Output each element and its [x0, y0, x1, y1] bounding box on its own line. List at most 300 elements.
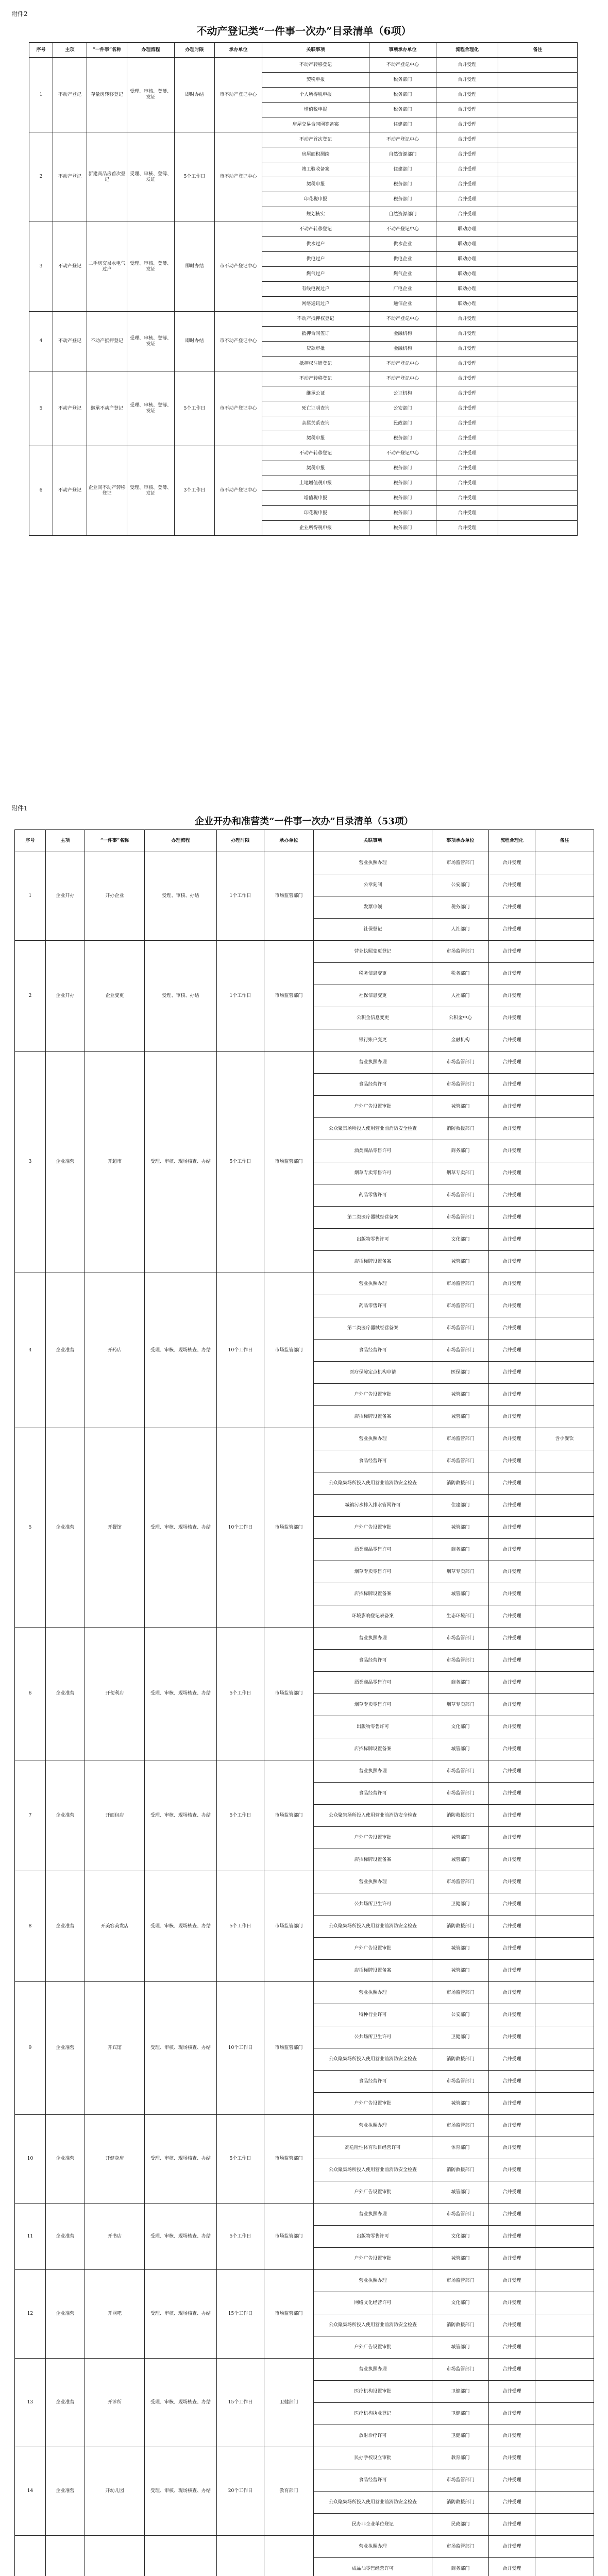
- cell-process-mode: 合并受理: [489, 1273, 535, 1295]
- cell-related-item: 营业执照办理: [314, 1628, 432, 1650]
- cell-process-mode: 合并受理: [489, 2048, 535, 2071]
- cell-remark: [535, 1871, 594, 1893]
- cell-process-mode: 合并受理: [489, 2381, 535, 2403]
- cell-related-item: 抵押权注销登记: [262, 357, 369, 371]
- cell-related-item: 城镇污水排入排水管网许可: [314, 1495, 432, 1517]
- cell-matter-name: 开便利店: [85, 1628, 145, 1760]
- cell-related-item: 公积金信息变更: [314, 1007, 432, 1029]
- cell-process-mode: 合并受理: [489, 1384, 535, 1406]
- cell-related-unit: 金融机构: [432, 1029, 489, 1052]
- cell-remark: [535, 1628, 594, 1650]
- cell-number: 5: [29, 371, 53, 446]
- cell-remark: [498, 476, 578, 491]
- cell-process-mode: 合并受理: [489, 2071, 535, 2093]
- cell-related-item: 增值税申报: [262, 491, 369, 506]
- cell-time-limit: 5个工作日: [217, 1760, 264, 1871]
- cell-related-item: 公众聚集场所投入使用营业前消防安全检查: [314, 1805, 432, 1827]
- cell-number: 4: [15, 1273, 46, 1428]
- table-row: [15, 1760, 594, 1783]
- cell-process-mode: 合并受理: [489, 2314, 535, 2336]
- cell-related-unit: 市场监管部门: [432, 2204, 489, 2226]
- table-row: [15, 941, 594, 963]
- table-row: [15, 2536, 594, 2558]
- cell-process-mode: 合并受理: [436, 147, 498, 162]
- cell-related-unit: 城管部门: [432, 1096, 489, 1118]
- cell-process-mode: 合并受理: [489, 874, 535, 896]
- cell-process: 受理、审核、登簿、发证: [127, 132, 175, 222]
- cell-main-item: 不动产登记: [53, 222, 87, 312]
- cell-related-unit: 商务部门: [432, 1672, 489, 1694]
- cell-matter-name: 开网吧: [85, 2270, 145, 2359]
- cell-related-item: 公共场所卫生许可: [314, 1893, 432, 1916]
- cell-process-mode: 合并受理: [489, 2181, 535, 2204]
- cell-related-item: 印花税申报: [262, 506, 369, 521]
- cell-process: 受理、审核、登簿、发证: [127, 446, 175, 536]
- cell-remark: [498, 386, 578, 401]
- cell-process: 受理、审核、登簿、发证: [127, 222, 175, 312]
- cell-related-unit: 城管部门: [432, 1827, 489, 1849]
- cell-main-item: 不动产登记: [53, 312, 87, 371]
- cell-process-mode: 合并受理: [436, 386, 498, 401]
- cell-time-limit: [217, 2536, 264, 2576]
- annex2-table: [29, 42, 578, 536]
- cell-process-mode: 合并受理: [489, 2093, 535, 2115]
- cell-related-item: 公共场所卫生许可: [314, 2026, 432, 2048]
- cell-related-unit: 公安部门: [432, 2004, 489, 2026]
- cell-process-mode: 合并受理: [489, 896, 535, 919]
- cell-remark: [498, 88, 578, 103]
- cell-process-mode: 合并受理: [436, 88, 498, 103]
- table-row: [15, 2447, 594, 2469]
- cell-time-limit: 5个工作日: [217, 1871, 264, 1982]
- cell-related-unit: 市场监管部门: [432, 1295, 489, 1317]
- cell-remark: [535, 1450, 594, 1472]
- cell-related-item: 贷款审批: [262, 342, 369, 357]
- cell-related-item: 食品经营许可: [314, 1340, 432, 1362]
- cell-related-unit: 消防救援部门: [432, 2314, 489, 2336]
- cell-process-mode: 合并受理: [489, 1052, 535, 1074]
- cell-process-mode: 合并受理: [436, 58, 498, 73]
- cell-lead-unit: [264, 2536, 314, 2576]
- cell-related-item: 户外广告设置审批: [314, 2181, 432, 2204]
- cell-process: 受理、审核、办结: [145, 852, 217, 941]
- cell-remark: [535, 1406, 594, 1428]
- cell-process-mode: 合并受理: [489, 1960, 535, 1982]
- cell-related-unit: 金融机构: [369, 327, 436, 342]
- table-row: [29, 371, 578, 386]
- cell-matter-name: 开超市: [85, 1052, 145, 1273]
- cell-matter-name: 开宾馆: [85, 1982, 145, 2115]
- cell-related-unit: 税务部门: [369, 431, 436, 446]
- cell-process-mode: 合并受理: [489, 941, 535, 963]
- cell-process-mode: 合并受理: [489, 1207, 535, 1229]
- cell-related-item: 民办学校设立审批: [314, 2447, 432, 2469]
- cell-remark: [535, 1539, 594, 1561]
- cell-related-item: 烟草专卖零售许可: [314, 1694, 432, 1716]
- cell-remark: [535, 1074, 594, 1096]
- cell-related-item: 土地增值税申报: [262, 476, 369, 491]
- cell-matter-name: [85, 2536, 145, 2576]
- cell-remark: [535, 2292, 594, 2314]
- cell-remark: [498, 282, 578, 297]
- cell-related-item: 药品零售许可: [314, 1184, 432, 1207]
- cell-remark: [535, 1760, 594, 1783]
- cell-remark: [535, 919, 594, 941]
- cell-remark: [535, 963, 594, 985]
- cell-related-unit: 卫健部门: [432, 2026, 489, 2048]
- cell-remark: [535, 1694, 594, 1716]
- cell-main-item: 企业准营: [46, 1052, 85, 1273]
- cell-process-mode: 合并受理: [489, 2492, 535, 2514]
- cell-remark: [498, 267, 578, 282]
- cell-remark: [535, 2248, 594, 2270]
- column-header: “一件事”名称: [85, 830, 145, 852]
- cell-remark: [535, 2048, 594, 2071]
- cell-related-unit: 体育部门: [432, 2137, 489, 2159]
- cell-process-mode: 合并受理: [489, 1760, 535, 1783]
- cell-process-mode: 合并受理: [489, 1074, 535, 1096]
- cell-time-limit: 1个工作日: [217, 941, 264, 1052]
- cell-matter-name: 开药店: [85, 1273, 145, 1428]
- cell-related-item: 公众聚集场所投入使用营业前消防安全检查: [314, 2492, 432, 2514]
- cell-remark: [535, 941, 594, 963]
- cell-process-mode: 合并受理: [489, 1738, 535, 1760]
- cell-remark: [535, 1605, 594, 1628]
- table-row: [15, 2270, 594, 2292]
- cell-related-item: 公众聚集场所投入使用营业前消防安全检查: [314, 2159, 432, 2181]
- cell-related-unit: 消防救援部门: [432, 2048, 489, 2071]
- column-header: 备注: [498, 43, 578, 58]
- cell-related-item: 营业执照办理: [314, 2359, 432, 2381]
- cell-remark: [535, 2425, 594, 2447]
- cell-lead-unit: 市场监管部门: [264, 2115, 314, 2204]
- cell-related-unit: 市场监管部门: [432, 1207, 489, 1229]
- cell-related-item: 增值税申报: [262, 103, 369, 117]
- cell-remark: [498, 401, 578, 416]
- cell-related-item: 税务信息变更: [314, 963, 432, 985]
- cell-remark: [498, 521, 578, 536]
- column-header: 办理流程: [127, 43, 175, 58]
- table-row: [15, 1273, 594, 1295]
- cell-related-unit: 不动产登记中心: [369, 446, 436, 461]
- cell-related-item: 食品经营许可: [314, 2469, 432, 2492]
- cell-remark: [535, 1650, 594, 1672]
- cell-related-unit: 烟草专卖部门: [432, 1694, 489, 1716]
- cell-process-mode: 合并受理: [489, 1916, 535, 1938]
- cell-process: 受理、审核、现场核查、办结: [145, 1982, 217, 2115]
- cell-remark: [535, 1938, 594, 1960]
- cell-lead-unit: 市场监管部门: [264, 1871, 314, 1982]
- cell-remark: [535, 2071, 594, 2093]
- cell-remark: [498, 117, 578, 132]
- cell-process-mode: 合并受理: [489, 1672, 535, 1694]
- cell-process-mode: 合并受理: [489, 1229, 535, 1251]
- cell-related-unit: 市场监管部门: [432, 2469, 489, 2492]
- cell-related-item: 食品经营许可: [314, 2071, 432, 2093]
- cell-related-unit: 供水企业: [369, 237, 436, 252]
- cell-related-unit: 税务部门: [369, 461, 436, 476]
- cell-related-unit: 市场监管部门: [432, 2071, 489, 2093]
- cell-process-mode: 合并受理: [436, 357, 498, 371]
- cell-related-unit: 不动产登记中心: [369, 371, 436, 386]
- cell-time-limit: 10个工作日: [217, 1428, 264, 1628]
- cell-process-mode: 合并受理: [436, 342, 498, 357]
- cell-time-limit: 5个工作日: [175, 132, 215, 222]
- cell-matter-name: 开面包店: [85, 1760, 145, 1871]
- cell-related-item: 契税申报: [262, 431, 369, 446]
- cell-main-item: 企业准营: [46, 2447, 85, 2536]
- cell-related-unit: 商务部门: [432, 2558, 489, 2576]
- cell-related-item: 发票申领: [314, 896, 432, 919]
- cell-process-mode: 合并受理: [436, 73, 498, 88]
- cell-related-item: 出版物零售许可: [314, 1716, 432, 1738]
- cell-process-mode: 合并受理: [436, 476, 498, 491]
- cell-main-item: 企业准营: [46, 1628, 85, 1760]
- cell-related-item: 店招标牌设置备案: [314, 1583, 432, 1605]
- cell-remark: [498, 357, 578, 371]
- cell-main-item: 企业准营: [46, 2359, 85, 2447]
- table-row: [29, 312, 578, 327]
- cell-related-item: 食品经营许可: [314, 1650, 432, 1672]
- cell-remark: [535, 2381, 594, 2403]
- cell-remark: [535, 1893, 594, 1916]
- cell-process-mode: 合并受理: [436, 117, 498, 132]
- cell-number: 1: [15, 852, 46, 941]
- cell-matter-name: 开办企业: [85, 852, 145, 941]
- cell-related-unit: 卫健部门: [432, 1893, 489, 1916]
- cell-process-mode: 合并受理: [489, 2292, 535, 2314]
- annex1-table: [14, 829, 594, 2576]
- table-row: [29, 222, 578, 237]
- cell-lead-unit: 市场监管部门: [264, 1428, 314, 1628]
- cell-related-item: 不动产转移登记: [262, 371, 369, 386]
- cell-related-unit: 烟草专卖部门: [432, 1162, 489, 1184]
- cell-process-mode: 合并受理: [436, 207, 498, 222]
- cell-matter-name: 开餐馆: [85, 1428, 145, 1628]
- cell-remark: [535, 1007, 594, 1029]
- cell-process-mode: 联动办理: [436, 222, 498, 237]
- cell-remark: [535, 1672, 594, 1694]
- cell-number: 13: [15, 2359, 46, 2447]
- column-header: 序号: [15, 830, 46, 852]
- cell-process-mode: 合并受理: [436, 416, 498, 431]
- cell-remark: [498, 371, 578, 386]
- cell-remark: [498, 132, 578, 147]
- cell-related-item: 户外广告设置审批: [314, 2336, 432, 2359]
- cell-related-unit: 市场监管部门: [432, 852, 489, 874]
- cell-matter-name: 开美容美发店: [85, 1871, 145, 1982]
- table-row: [15, 1628, 594, 1650]
- cell-related-unit: 民政部门: [432, 2514, 489, 2536]
- cell-related-unit: 市场监管部门: [432, 1052, 489, 1074]
- cell-number: 7: [15, 1760, 46, 1871]
- cell-remark: [535, 2447, 594, 2469]
- cell-related-unit: 市场监管部门: [432, 941, 489, 963]
- cell-remark: [535, 1960, 594, 1982]
- column-header: 承办单位: [215, 43, 262, 58]
- cell-remark: [535, 2181, 594, 2204]
- cell-related-item: 公众聚集场所投入使用营业前消防安全检查: [314, 2314, 432, 2336]
- cell-related-unit: 教育部门: [432, 2447, 489, 2469]
- cell-related-unit: 税务部门: [369, 177, 436, 192]
- column-header: 主项: [46, 830, 85, 852]
- cell-process-mode: 合并受理: [489, 2558, 535, 2576]
- cell-remark: [535, 985, 594, 1007]
- table-row: [29, 132, 578, 147]
- cell-process-mode: 合并受理: [489, 2137, 535, 2159]
- cell-process-mode: 合并受理: [489, 1694, 535, 1716]
- annex2-header-row: [29, 43, 578, 58]
- cell-remark: [535, 2536, 594, 2558]
- cell-related-unit: 通信企业: [369, 297, 436, 312]
- cell-lead-unit: 市场监管部门: [264, 1052, 314, 1273]
- cell-remark: [535, 2093, 594, 2115]
- cell-main-item: 企业准营: [46, 1273, 85, 1428]
- cell-related-item: 医疗机构设置审批: [314, 2381, 432, 2403]
- cell-remark: [535, 2514, 594, 2536]
- cell-process: 受理、审核、现场核查、办结: [145, 2359, 217, 2447]
- column-header: 序号: [29, 43, 53, 58]
- cell-process: 受理、审核、现场核查、办结: [145, 1871, 217, 1982]
- cell-main-item: 企业开办: [46, 941, 85, 1052]
- cell-process-mode: 合并受理: [489, 1472, 535, 1495]
- cell-related-item: 营业执照办理: [314, 1982, 432, 2004]
- cell-lead-unit: 卫健部门: [264, 2359, 314, 2447]
- cell-process-mode: 合并受理: [489, 1495, 535, 1517]
- cell-process-mode: 合并受理: [489, 2469, 535, 2492]
- cell-related-item: 药品零售许可: [314, 1295, 432, 1317]
- column-header: 主项: [53, 43, 87, 58]
- cell-main-item: 企业准营: [46, 2204, 85, 2270]
- cell-remark: [535, 1517, 594, 1539]
- cell-process-mode: 合并受理: [436, 327, 498, 342]
- cell-process-mode: 合并受理: [489, 1295, 535, 1317]
- cell-number: 3: [15, 1052, 46, 1273]
- cell-process: [145, 2536, 217, 2576]
- cell-lead-unit: 市场监管部门: [264, 1628, 314, 1760]
- table-row: [15, 1871, 594, 1893]
- cell-remark: [535, 852, 594, 874]
- column-header: 备注: [535, 830, 594, 852]
- cell-process: 受理、审核、现场核查、办结: [145, 1628, 217, 1760]
- cell-related-item: 食品经营许可: [314, 1450, 432, 1472]
- cell-related-item: 公众聚集场所投入使用营业前消防安全检查: [314, 1472, 432, 1495]
- cell-related-item: 户外广告设置审批: [314, 2248, 432, 2270]
- cell-related-unit: 城管部门: [432, 1738, 489, 1760]
- cell-related-unit: 市场监管部门: [432, 1650, 489, 1672]
- cell-related-item: 店招标牌设置备案: [314, 1406, 432, 1428]
- cell-related-item: 出版物零售许可: [314, 1229, 432, 1251]
- cell-remark: [535, 1273, 594, 1295]
- cell-related-unit: 消防救援部门: [432, 1805, 489, 1827]
- cell-remark: [535, 2137, 594, 2159]
- cell-related-item: 店招标牌设置备案: [314, 1849, 432, 1871]
- cell-process-mode: 合并受理: [489, 1140, 535, 1162]
- cell-remark: [498, 297, 578, 312]
- cell-process-mode: 合并受理: [489, 1118, 535, 1140]
- cell-related-item: 烟草专卖零售许可: [314, 1162, 432, 1184]
- cell-matter-name: 开幼儿园: [85, 2447, 145, 2536]
- cell-related-unit: 市场监管部门: [432, 1982, 489, 2004]
- cell-related-unit: 公安部门: [369, 401, 436, 416]
- cell-matter-name: 存量房转移登记: [87, 58, 127, 132]
- cell-time-limit: 5个工作日: [217, 2115, 264, 2204]
- cell-related-item: 放射诊疗许可: [314, 2425, 432, 2447]
- cell-related-unit: 卫健部门: [432, 2381, 489, 2403]
- cell-lead-unit: 市不动产登记中心: [215, 132, 262, 222]
- cell-related-item: 民办非企业单位登记: [314, 2514, 432, 2536]
- cell-related-unit: 公积金中心: [432, 1007, 489, 1029]
- annex2-title: 不动产登记类“一件事一次办”目录清单（6项）: [196, 25, 412, 37]
- cell-time-limit: 5个工作日: [217, 1052, 264, 1273]
- cell-related-item: 营业执照办理: [314, 852, 432, 874]
- cell-remark: [535, 2403, 594, 2425]
- cell-remark: [535, 1362, 594, 1384]
- cell-process-mode: 合并受理: [489, 1982, 535, 2004]
- cell-matter-name: 二手房交易水电气过户: [87, 222, 127, 312]
- cell-related-unit: 商务部门: [432, 1539, 489, 1561]
- cell-related-item: 食品经营许可: [314, 1074, 432, 1096]
- cell-process-mode: 合并受理: [436, 491, 498, 506]
- cell-process: 受理、审核、现场核查、办结: [145, 2447, 217, 2536]
- cell-related-unit: 税务部门: [432, 896, 489, 919]
- cell-related-unit: 不动产登记中心: [369, 222, 436, 237]
- cell-process-mode: 合并受理: [489, 2159, 535, 2181]
- column-header: 事项承办单位: [369, 43, 436, 58]
- annex1-title: 企业开办和准营类“一件事一次办”目录清单（53项）: [195, 816, 413, 827]
- cell-process-mode: 合并受理: [489, 2403, 535, 2425]
- cell-related-unit: 城管部门: [432, 1583, 489, 1605]
- cell-related-item: 医疗保障定点机构申请: [314, 1362, 432, 1384]
- cell-number: 14: [15, 2447, 46, 2536]
- cell-remark: [535, 2558, 594, 2576]
- cell-number: 12: [15, 2270, 46, 2359]
- cell-remark: [498, 312, 578, 327]
- cell-related-item: 户外广告设置审批: [314, 1938, 432, 1960]
- cell-time-limit: 5个工作日: [217, 2204, 264, 2270]
- cell-remark: [535, 2359, 594, 2381]
- cell-related-item: 成品油零售经营许可: [314, 2558, 432, 2576]
- cell-process-mode: 合并受理: [436, 431, 498, 446]
- cell-process-mode: 合并受理: [489, 1605, 535, 1628]
- cell-lead-unit: 市不动产登记中心: [215, 371, 262, 446]
- cell-related-item: 环境影响登记表备案: [314, 1605, 432, 1628]
- cell-remark: [498, 431, 578, 446]
- cell-process-mode: 合并受理: [489, 2115, 535, 2137]
- cell-remark: [535, 1716, 594, 1738]
- cell-main-item: 企业准营: [46, 1428, 85, 1628]
- cell-related-item: 营业执照办理: [314, 2536, 432, 2558]
- cell-process-mode: 合并受理: [436, 162, 498, 177]
- cell-process-mode: 合并受理: [489, 1628, 535, 1650]
- cell-main-item: 不动产登记: [53, 132, 87, 222]
- cell-related-item: 房屋面积测绘: [262, 147, 369, 162]
- cell-related-unit: 生态环境部门: [432, 1605, 489, 1628]
- cell-matter-name: 开书店: [85, 2204, 145, 2270]
- table-row: [15, 1052, 594, 1074]
- cell-process-mode: 合并受理: [489, 1539, 535, 1561]
- cell-related-unit: 税务部门: [369, 491, 436, 506]
- cell-related-item: 网络通讯过户: [262, 297, 369, 312]
- cell-remark: [498, 58, 578, 73]
- cell-time-limit: 15个工作日: [217, 2359, 264, 2447]
- cell-process: 受理、审核、登簿、发证: [127, 312, 175, 371]
- cell-lead-unit: 市场监管部门: [264, 1760, 314, 1871]
- cell-process-mode: 合并受理: [489, 985, 535, 1007]
- cell-process-mode: 合并受理: [436, 132, 498, 147]
- cell-remark: [535, 2226, 594, 2248]
- cell-related-unit: 市场监管部门: [432, 2359, 489, 2381]
